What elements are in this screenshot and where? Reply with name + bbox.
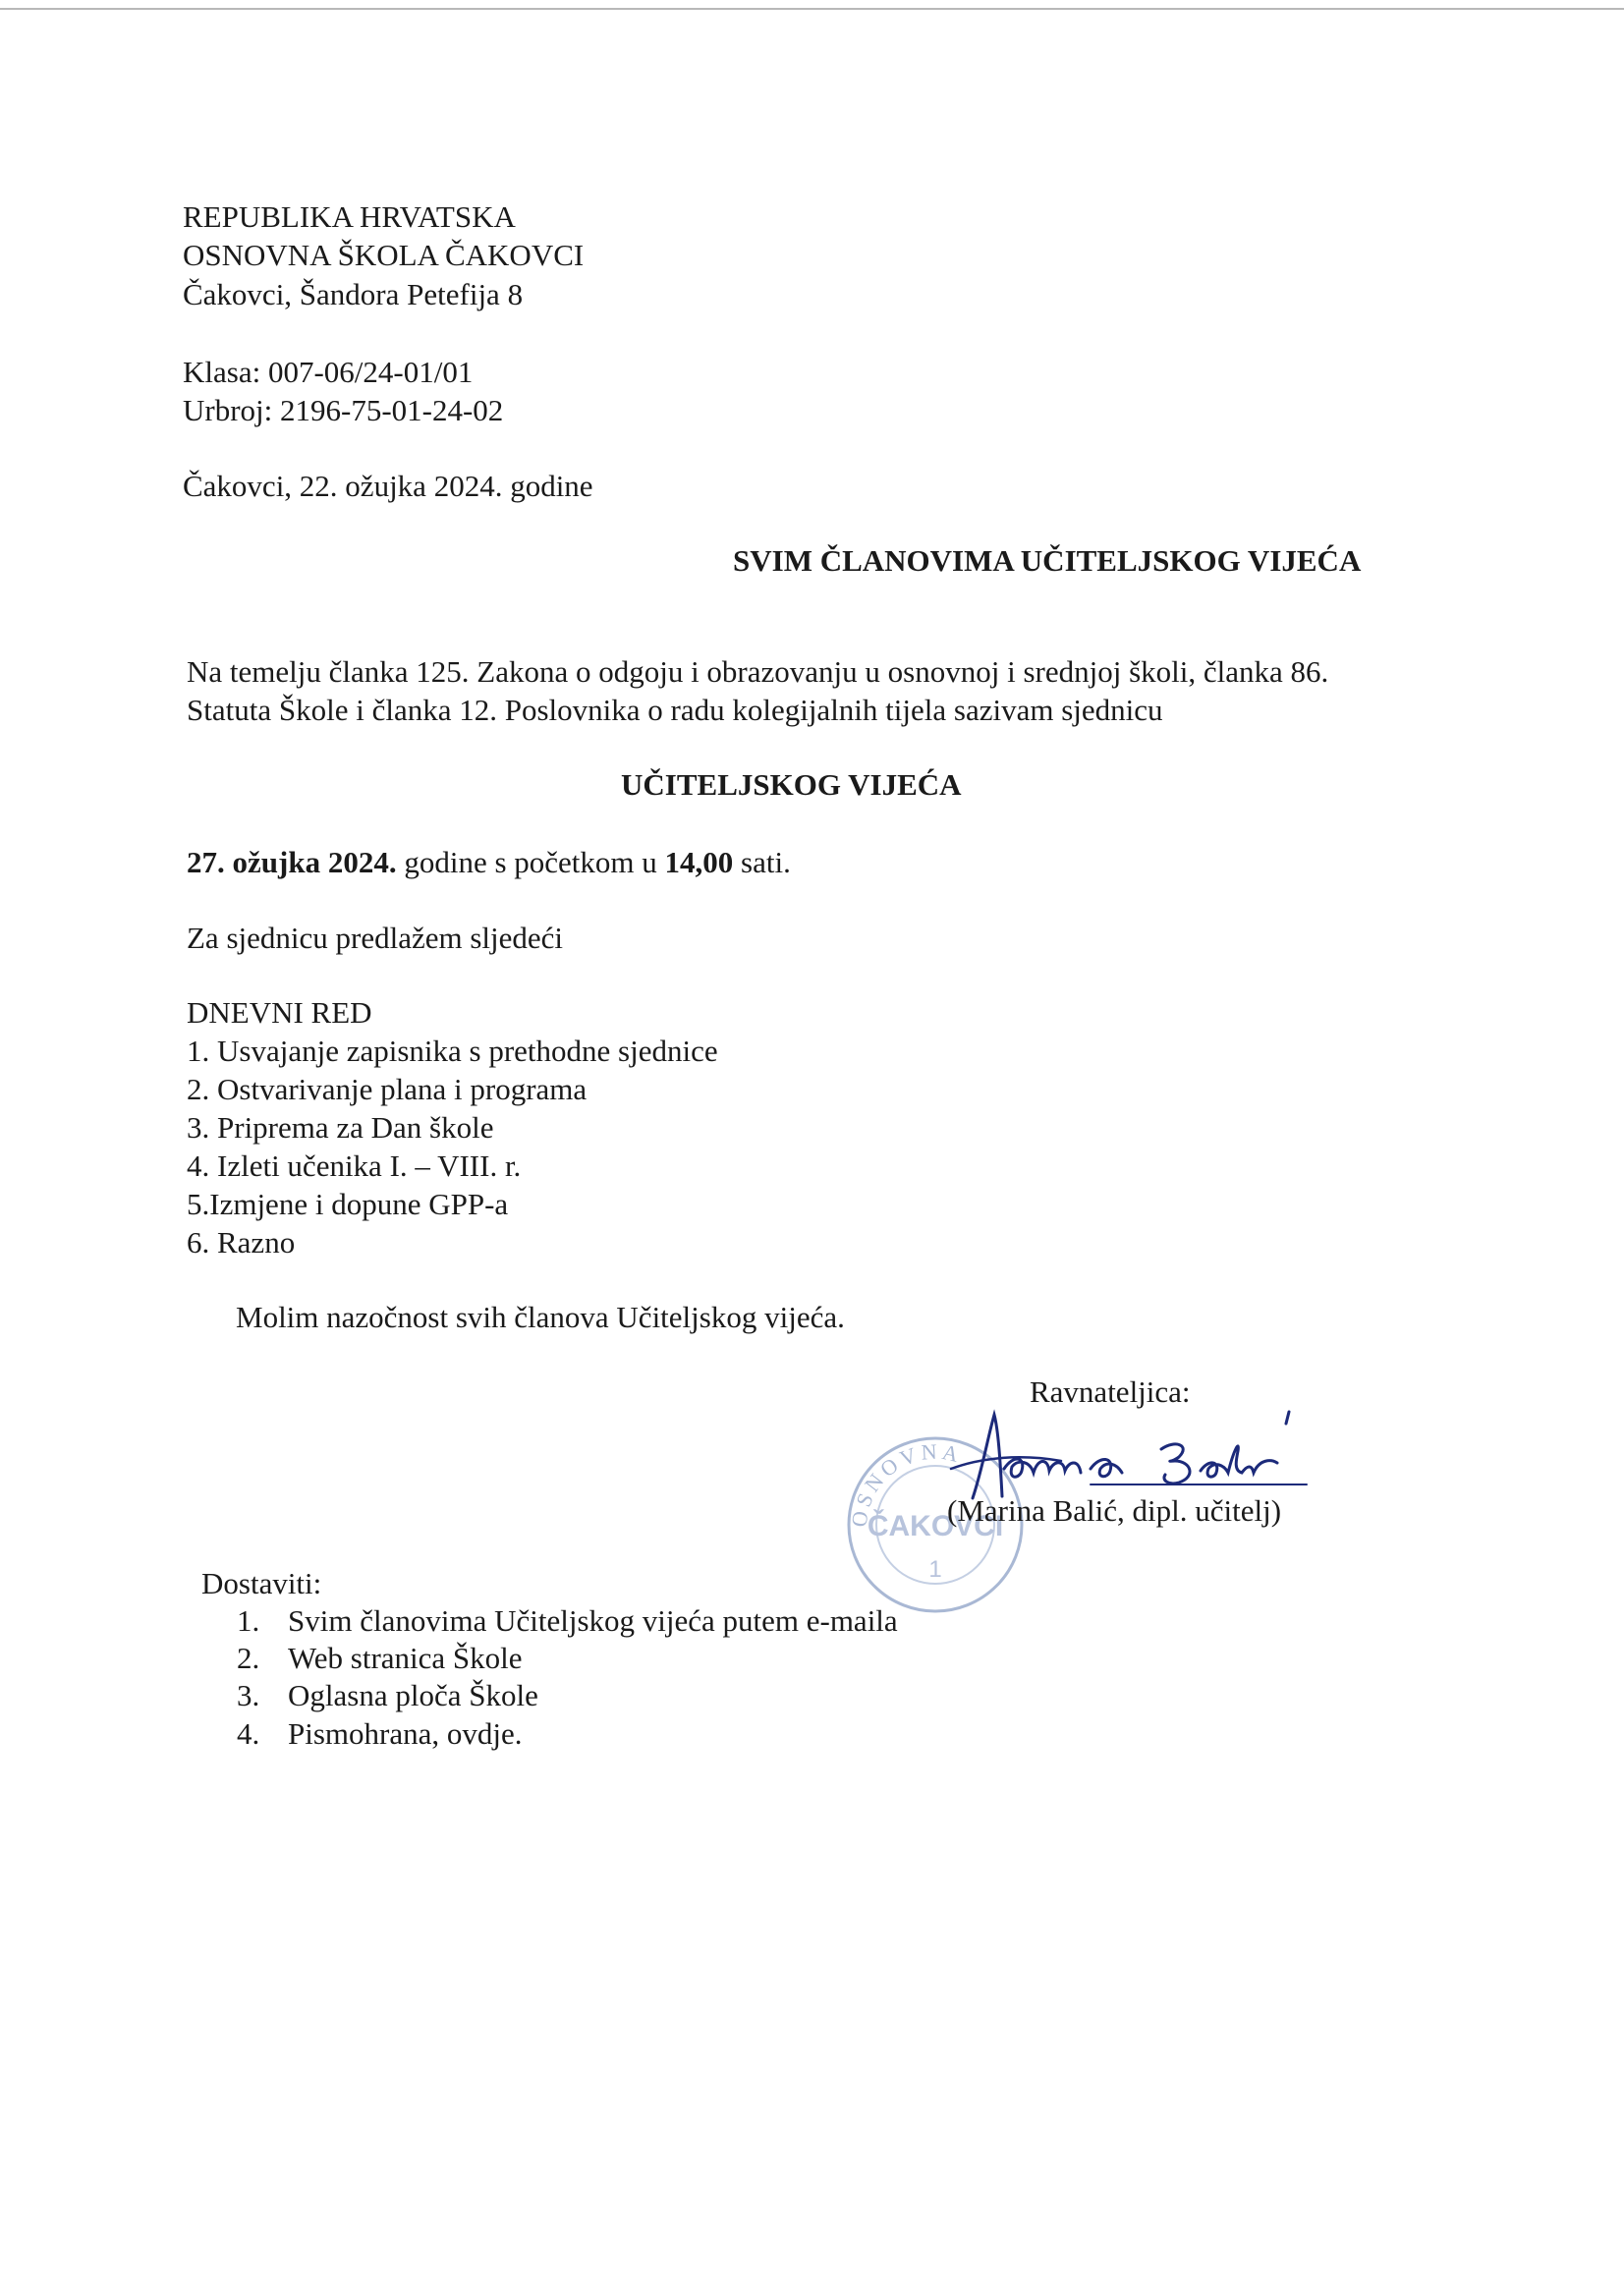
- signatory-role: Ravnateljica:: [1030, 1374, 1191, 1409]
- agenda-item: 1. Usvajanje zapisnika s prethodne sjednice: [187, 1034, 718, 1068]
- proposal-text: Za sjednicu predlažem sljedeći: [187, 921, 564, 955]
- recipient-heading: SVIM ČLANOVIMA UČITELJSKOG VIJEĆA: [733, 543, 1362, 578]
- agenda-heading: DNEVNI RED: [187, 995, 372, 1030]
- signatory-name: (Marina Balić, dipl. učitelj): [947, 1493, 1282, 1528]
- meeting-date: 27. ožujka 2024.: [187, 845, 397, 879]
- distribution-item: Pismohrana, ovdje.: [288, 1716, 523, 1751]
- header-address: Čakovci, Šandora Petefija 8: [183, 277, 524, 311]
- agenda-item: 5.Izmjene i dopune GPP-a: [187, 1187, 509, 1221]
- distribution-number: 4.: [237, 1716, 260, 1751]
- stamp-number: 1: [928, 1556, 942, 1583]
- meeting-hour: 14,00: [664, 845, 734, 879]
- agenda-item: 4. Izleti učenika I. – VIII. r.: [187, 1148, 522, 1183]
- distribution-number: 1.: [237, 1603, 260, 1638]
- meeting-time: [187, 843, 791, 881]
- meeting-time-end: sati.: [733, 845, 791, 879]
- stamp-center-text: ČAKOVCI: [867, 1510, 1004, 1542]
- header-school-name: OSNOVNA ŠKOLA ČAKOVCI: [183, 238, 585, 272]
- meeting-time-mid: godine s početkom u: [396, 845, 665, 879]
- distribution-item: Oglasna ploča Škole: [288, 1678, 538, 1712]
- distribution-heading: Dostaviti:: [201, 1566, 322, 1600]
- place-date: Čakovci, 22. ožujka 2024. godine: [183, 469, 593, 503]
- distribution-item: Web stranica Škole: [288, 1641, 523, 1675]
- agenda-item: 6. Razno: [187, 1225, 296, 1260]
- intro-line-1: Na temelju članka 125. Zakona o odgoju i obrazovanju u osnovnoj i srednjoj školi, članka 86.: [187, 654, 1329, 689]
- agenda-item: 3. Priprema za Dan škole: [187, 1110, 494, 1145]
- reference-klasa: Klasa: 007-06/24-01/01: [183, 355, 474, 389]
- intro-line-2: Statuta Škole i članka 12. Poslovnika o radu kolegijalnih tijela sazivam sjednicu: [187, 693, 1163, 727]
- stamp-arc-text: OSNOVNA: [846, 1438, 965, 1529]
- closing-sentence: Molim nazočnost svih članova Učiteljskog vijeća.: [236, 1300, 845, 1334]
- reference-urbroj: Urbroj: 2196-75-01-24-02: [183, 393, 504, 427]
- distribution-item: Svim članovima Učiteljskog vijeća putem e-maila: [288, 1603, 898, 1638]
- scan-edge-line: [0, 8, 1624, 10]
- header-country: REPUBLIKA HRVATSKA: [183, 199, 516, 234]
- distribution-number: 3.: [237, 1678, 260, 1712]
- agenda-item: 2. Ostvarivanje plana i programa: [187, 1072, 588, 1106]
- distribution-number: 2.: [237, 1641, 260, 1675]
- meeting-title: UČITELJSKOG VIJEĆA: [621, 767, 962, 802]
